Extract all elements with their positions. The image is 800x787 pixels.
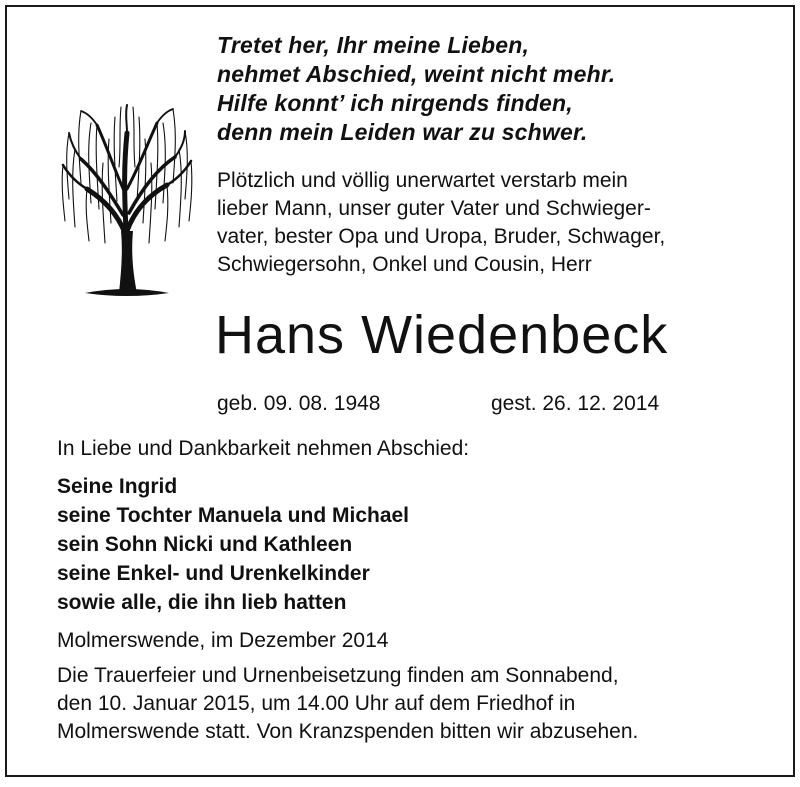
mourners-list bbox=[57, 472, 409, 617]
intro-text bbox=[217, 167, 757, 279]
funeral-info bbox=[57, 662, 757, 746]
poem-line: Tretet her, Ihr meine Lieben, bbox=[217, 32, 530, 58]
mourner-item: seine Enkel- und Urenkelkinder bbox=[57, 562, 370, 585]
funeral-line: Molmerswende statt. Von Kranzspenden bitten wir abzusehen. bbox=[57, 720, 639, 743]
mourner-item: seine Tochter Manuela und Michael bbox=[57, 504, 410, 527]
mourner-item: sein Sohn Nicki und Kathleen bbox=[57, 533, 353, 556]
tree-icon bbox=[57, 103, 197, 299]
life-dates bbox=[217, 390, 660, 418]
funeral-line: Die Trauerfeier und Urnenbeisetzung finden am Sonnabend, bbox=[57, 664, 619, 687]
intro-line: Plötzlich und völlig unerwartet verstarb mein bbox=[217, 169, 628, 192]
funeral-line: den 10. Januar 2015, um 14.00 Uhr auf dem Friedhof in bbox=[57, 692, 576, 715]
intro-line: Schwiegersohn, Onkel und Cousin, Herr bbox=[217, 253, 592, 276]
death-date: gest. 26. 12. 2014 bbox=[491, 392, 660, 415]
farewell-heading: In Liebe und Dankbarkeit nehmen Abschied: bbox=[57, 437, 470, 460]
intro-line: vater, bester Opa und Uropa, Bruder, Schwager, bbox=[217, 225, 666, 248]
mourner-item: Seine Ingrid bbox=[57, 475, 178, 498]
intro-line: lieber Mann, unser guter Vater und Schwieger- bbox=[217, 197, 651, 220]
poem-line: Hilfe konnt’ ich nirgends finden, bbox=[217, 90, 573, 116]
place-date: Molmerswende, im Dezember 2014 bbox=[57, 629, 389, 652]
poem-line: nehmet Abschied, weint nicht mehr. bbox=[217, 61, 616, 87]
birth-date: geb. 09. 08. 1948 bbox=[217, 392, 381, 415]
mourner-item: sowie alle, die ihn lieb hatten bbox=[57, 591, 347, 614]
poem bbox=[217, 31, 757, 147]
poem-line: denn mein Leiden war zu schwer. bbox=[217, 119, 588, 145]
obituary-notice bbox=[5, 5, 795, 777]
deceased-name: Hans Wiedenbeck bbox=[215, 305, 669, 365]
